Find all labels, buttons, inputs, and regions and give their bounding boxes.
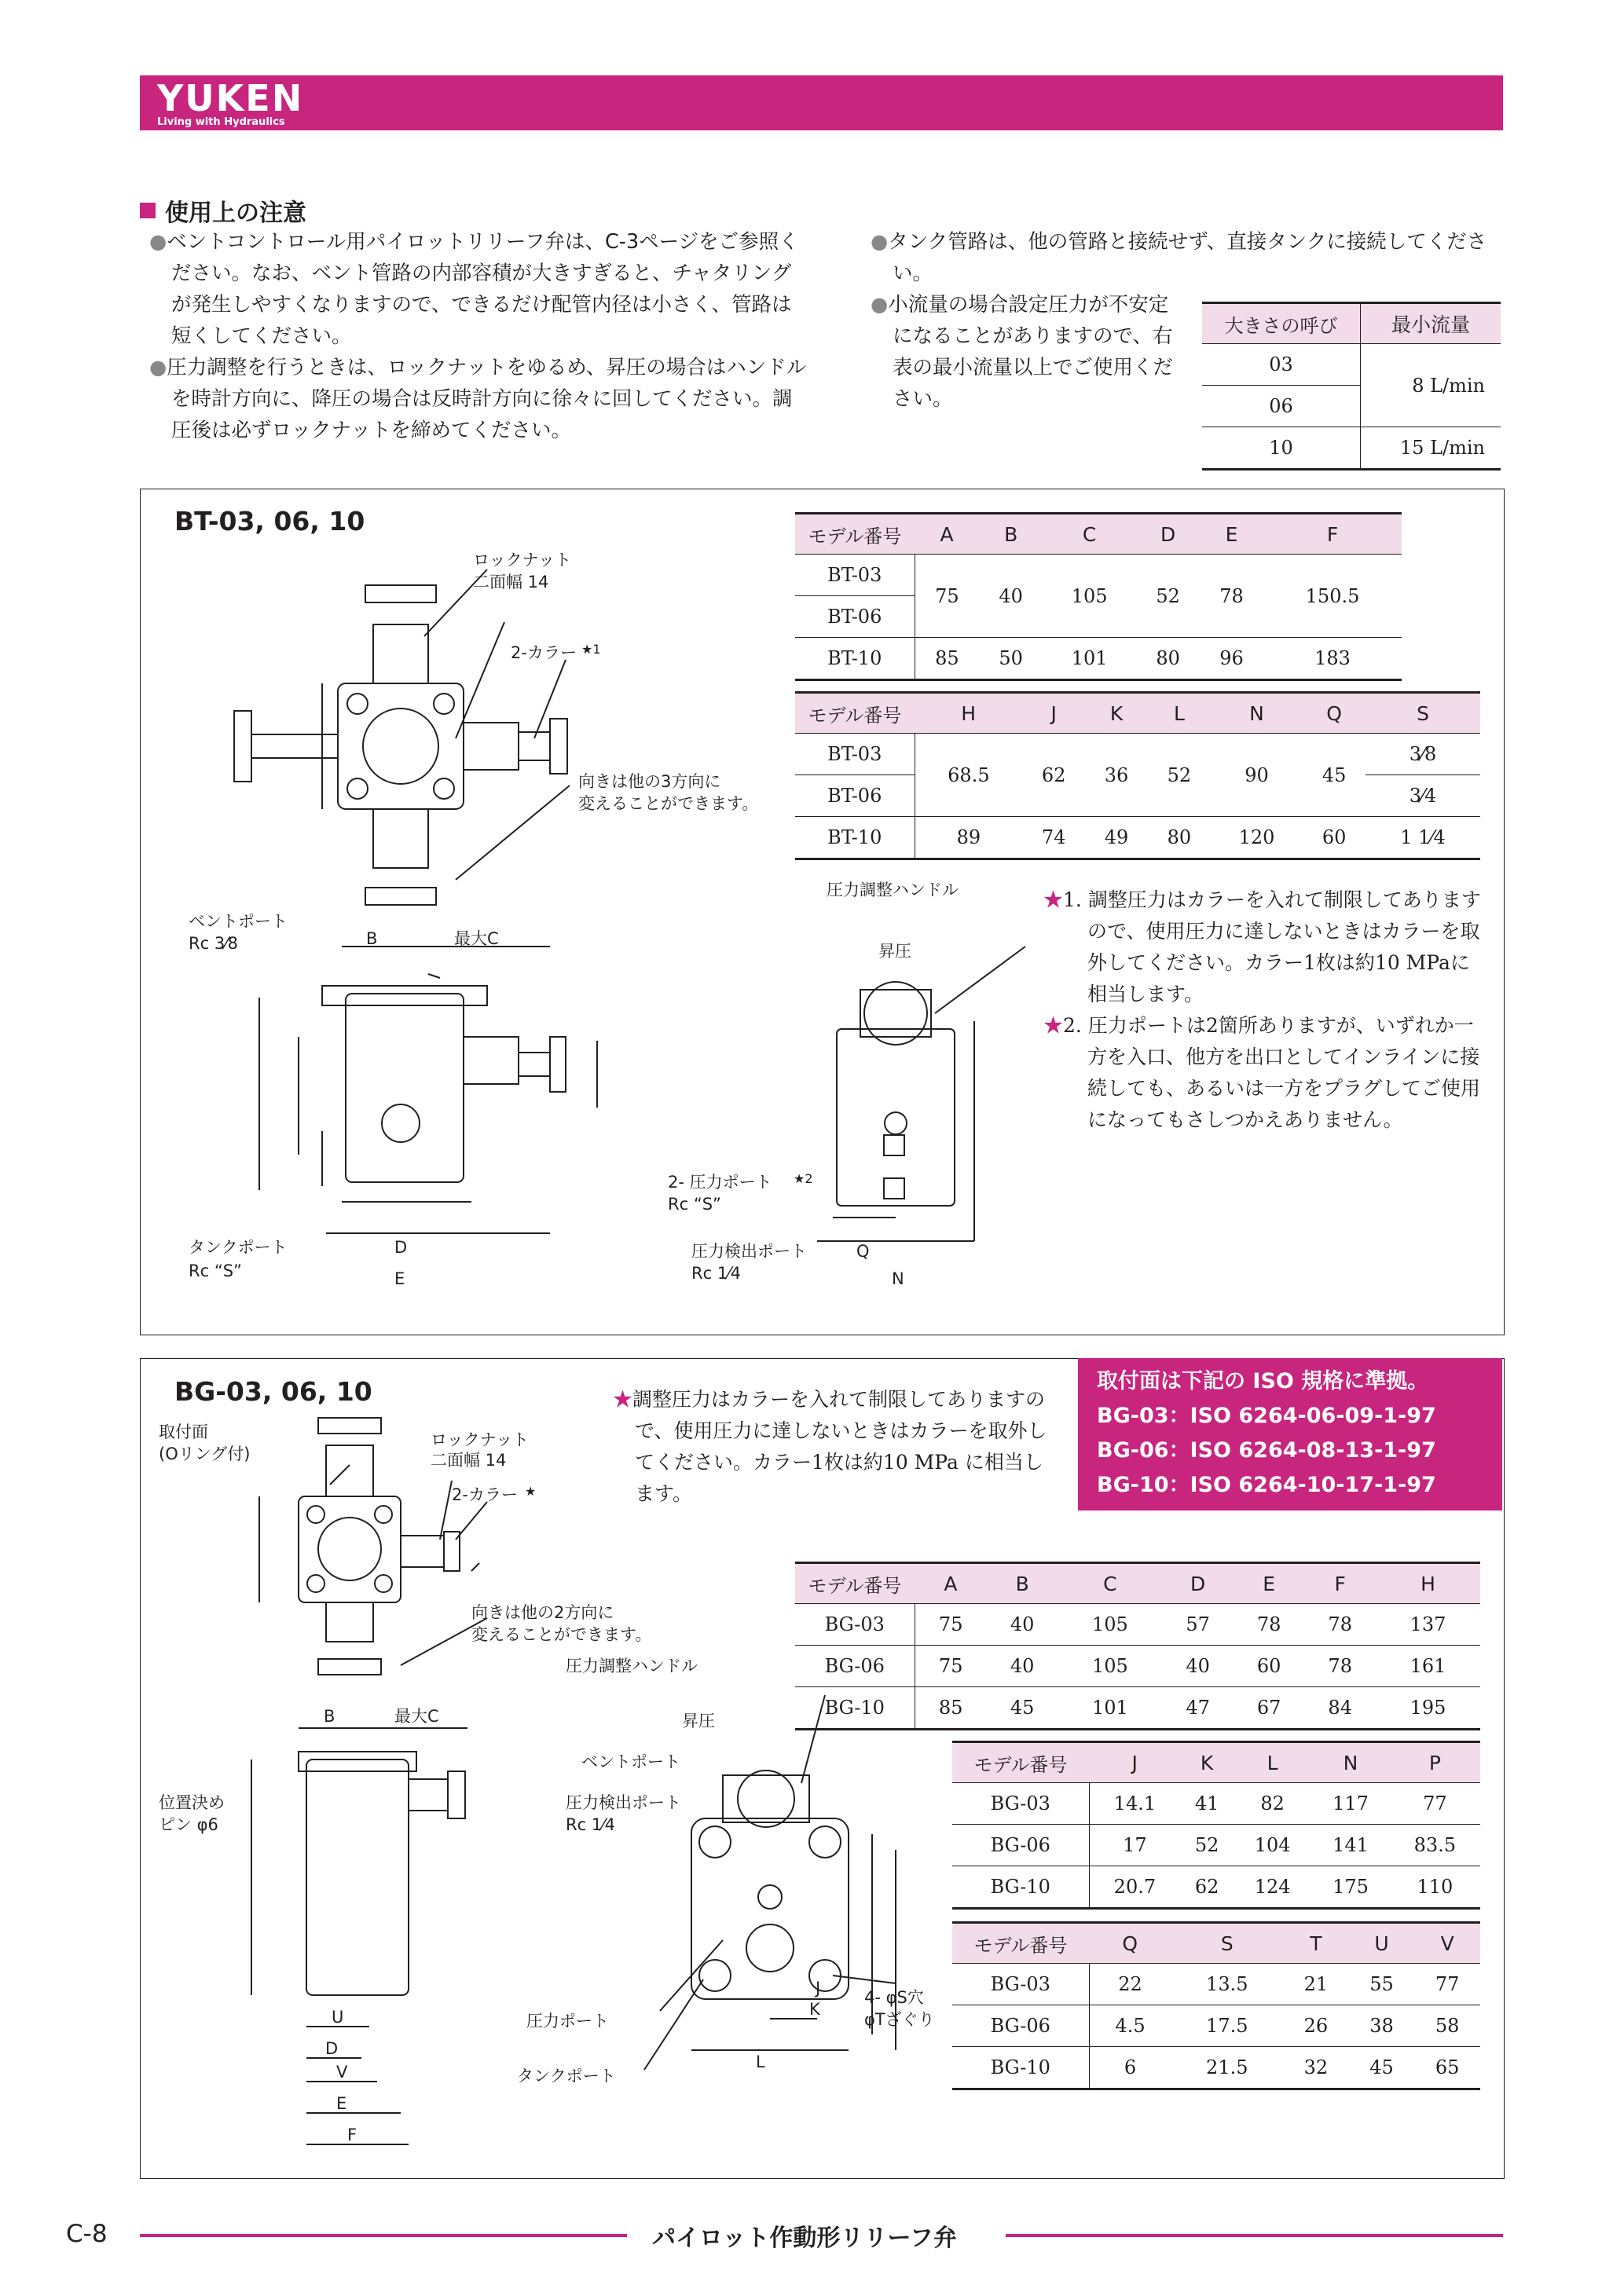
table-cell: 62: [1022, 734, 1085, 817]
bg-spot-label: φTざぐり: [864, 2010, 935, 2029]
bt-front-body: [346, 994, 464, 1182]
table-cell: 104: [1234, 1825, 1311, 1866]
col-header: Q: [1303, 693, 1366, 734]
bg-direction-label: 向きは他の2方向に: [471, 1603, 614, 1622]
col-header: Q: [1089, 1923, 1171, 1964]
bg-drawings: [141, 1406, 959, 2168]
table-cell: 78: [1200, 555, 1263, 638]
col-header: L: [1234, 1742, 1311, 1783]
table-cell: 105: [1043, 555, 1136, 638]
col-header: J: [1022, 693, 1085, 734]
table-cell: 89: [915, 817, 1022, 859]
table-cell: 32: [1283, 2047, 1349, 2089]
table-cell: 75: [915, 1604, 987, 1646]
table-cell: 85: [915, 638, 979, 680]
table-cell: 77: [1390, 1783, 1480, 1825]
bg-gauge-size-label: Rc 1⁄4: [566, 1815, 616, 1834]
bt-note-2: ★2. 圧力ポートは2箇所ありますが、いずれか一方を入口、他方を出口としてインラインに接続しても、あるいは一方をプラグしてご使用になってもさしつかえありません。: [1043, 1014, 1481, 1131]
table-cell: BG-10: [795, 1687, 915, 1730]
table-cell: 195: [1376, 1687, 1480, 1730]
table-cell: 14.1: [1089, 1783, 1180, 1825]
table-cell: 20.7: [1089, 1866, 1180, 1909]
table-cell: 17.5: [1171, 2005, 1283, 2047]
table-cell: 84: [1304, 1687, 1376, 1730]
table-cell: 52: [1136, 555, 1200, 638]
table-cell: BG-06: [952, 2005, 1089, 2047]
bt-max-c-label: 最大C: [454, 929, 499, 948]
table-cell: 45: [1303, 734, 1366, 817]
col-header: E: [1200, 514, 1263, 555]
table-cell: 58: [1414, 2005, 1480, 2047]
col-header: B: [987, 1563, 1058, 1604]
table-cell: 75: [915, 1646, 987, 1687]
table-cell: 4.5: [1089, 2005, 1171, 2047]
table-cell: 82: [1234, 1783, 1311, 1825]
bt-vent-port-label: ベントポート: [189, 912, 288, 931]
col-header: D: [1162, 1563, 1234, 1604]
table-cell: 50: [979, 638, 1043, 680]
svg-text:B: B: [366, 929, 378, 948]
table-cell: 117: [1311, 1783, 1389, 1825]
table-cell: 68.5: [915, 734, 1022, 817]
col-header: P: [1390, 1742, 1480, 1783]
caution-note: ●ベントコントロール用パイロットリリーフ弁は、C-3ページをご参照ください。なお、ベント管路の内部容積が大きすぎると、チャタリングが発生しやすくなりますので、できるだけ配管内径は小さく、管路は短くしてください。: [149, 230, 799, 348]
bg-pin-label: ピン φ6: [159, 1815, 218, 1834]
page-number: C-8: [66, 2220, 108, 2248]
table-cell: 74: [1022, 817, 1085, 859]
bg-dimension-table-2: [952, 1741, 1480, 1910]
col-header: モデル番号: [795, 1563, 915, 1604]
bg-direction2-label: 変えることができます。: [471, 1625, 652, 1644]
table-cell: BT-03: [795, 555, 915, 596]
col-header: U: [1349, 1923, 1415, 1964]
svg-text:★: ★: [525, 1484, 537, 1499]
col-header: 最小流量: [1361, 303, 1501, 344]
bg-holes-label: 4- φS穴: [864, 1988, 924, 2007]
table-cell: BT-03: [795, 734, 915, 775]
bt-notes: [1043, 884, 1483, 1136]
col-header: V: [1414, 1923, 1480, 1964]
svg-text:N: N: [892, 1269, 904, 1288]
bg-tank-port-label: タンクポート: [517, 2067, 616, 2085]
bt-vent-size-label: Rc 3⁄8: [189, 934, 239, 953]
bt-side-body: [837, 1029, 955, 1206]
table-cell: BG-03: [795, 1604, 915, 1646]
bg-mount-label: 取付面: [159, 1423, 208, 1441]
col-header: モデル番号: [795, 693, 915, 734]
table-cell: 60: [1303, 817, 1366, 859]
table-cell: BG-06: [795, 1646, 915, 1687]
bt-lock-nut-label: ロックナット: [473, 551, 572, 569]
col-header: N: [1311, 1742, 1389, 1783]
table-cell: 03: [1202, 344, 1361, 386]
col-header: E: [1234, 1563, 1305, 1604]
table-cell: BG-03: [952, 1964, 1089, 2005]
table-cell: 80: [1136, 638, 1200, 680]
table-cell: 1 1⁄4: [1366, 817, 1480, 859]
col-header: C: [1043, 514, 1136, 555]
bt-tank-port-label: タンクポート: [189, 1238, 288, 1257]
bg-raise-label: 昇圧: [682, 1712, 715, 1730]
caution-right-note-2: ●小流量の場合設定圧力が不安定になることがありますので、右表の最小流量以上でご使用ください。: [871, 293, 1174, 411]
table-cell: 3⁄4: [1366, 775, 1480, 817]
yuken-logo: YUKEN: [157, 77, 304, 119]
iso-line: BG-10：ISO 6264-10-17-1-97: [1097, 1473, 1436, 1497]
col-header: C: [1058, 1563, 1162, 1604]
table-cell: 40: [987, 1604, 1058, 1646]
table-cell: BG-03: [952, 1783, 1089, 1825]
bg-pressure-port-label: 圧力ポート: [526, 2012, 609, 2031]
col-header: F: [1304, 1563, 1376, 1604]
table-cell: 52: [1180, 1825, 1234, 1866]
table-cell: 175: [1311, 1866, 1389, 1909]
footer-rule-right: [1006, 2234, 1503, 2237]
svg-text:B: B: [324, 1707, 335, 1726]
bg-vent-port-label: ベントポート: [581, 1752, 680, 1771]
table-cell: 80: [1148, 817, 1211, 859]
table-cell: 40: [979, 555, 1043, 638]
bt-note-1: ★1. 調整圧力はカラーを入れて制限してありますので、使用圧力に達しないときはカラーを取外してください。カラー1枚は約10 MPaに相当します。: [1043, 888, 1481, 1005]
table-cell: 96: [1200, 638, 1263, 680]
bg-max-c-label: 最大C: [394, 1707, 439, 1726]
col-header: A: [915, 514, 979, 555]
bt-tank-size-label: Rc “S”: [189, 1262, 242, 1280]
svg-text:D: D: [394, 1238, 408, 1257]
col-header: モデル番号: [952, 1923, 1089, 1964]
table-cell: 40: [1162, 1646, 1234, 1687]
table-cell: 101: [1043, 638, 1136, 680]
table-cell: BG-10: [952, 1866, 1089, 1909]
svg-text:L: L: [756, 2052, 765, 2071]
table-cell: 78: [1304, 1604, 1376, 1646]
col-header: モデル番号: [952, 1742, 1089, 1783]
table-cell: 150.5: [1263, 555, 1402, 638]
table-cell: 47: [1162, 1687, 1234, 1730]
table-cell: 3⁄8: [1366, 734, 1480, 775]
bt-gauge-size-label: Rc 1⁄4: [691, 1264, 742, 1283]
table-cell: 67: [1234, 1687, 1305, 1730]
table-cell: 41: [1180, 1783, 1234, 1825]
table-cell: 8 L/min: [1361, 344, 1501, 427]
table-cell: 38: [1349, 2005, 1415, 2047]
bt-direction2-label: 変えることができます。: [578, 794, 759, 813]
col-header: J: [1089, 1742, 1180, 1783]
col-header: H: [1376, 1563, 1480, 1604]
table-cell: 49: [1085, 817, 1148, 859]
bg-title: BG-03, 06, 10: [174, 1376, 372, 1407]
footer-rule-left: [140, 2234, 627, 2237]
table-cell: 55: [1349, 1964, 1415, 2005]
bt-collar-label: 2-カラー: [511, 643, 577, 662]
table-cell: 60: [1234, 1646, 1305, 1687]
table-cell: 141: [1311, 1825, 1389, 1866]
table-cell: 90: [1211, 734, 1303, 817]
svg-text:E: E: [336, 2094, 347, 2113]
col-header: T: [1283, 1923, 1349, 1964]
table-cell: 75: [915, 555, 979, 638]
col-header: H: [915, 693, 1022, 734]
table-cell: 110: [1390, 1866, 1480, 1909]
bg-across-flats-label: 二面幅 14: [431, 1451, 507, 1470]
table-cell: BT-10: [795, 638, 915, 680]
bt-direction-label: 向きは他の3方向に: [578, 772, 721, 791]
caution-left-notes: [149, 226, 809, 446]
table-cell: 78: [1304, 1646, 1376, 1687]
svg-text:K: K: [809, 2000, 820, 2019]
col-header: 大きさの呼び: [1202, 303, 1361, 344]
table-cell: 26: [1283, 2005, 1349, 2047]
svg-text:U: U: [332, 2008, 344, 2027]
bg-note: ★調整圧力はカラーを入れて制限してありますので、使用圧力に達しないときはカラーを取外してください。カラー1枚は約10 MPa に相当します。: [613, 1388, 1047, 1505]
table-cell: BT-10: [795, 817, 915, 859]
table-cell: 15 L/min: [1361, 427, 1501, 470]
table-cell: 105: [1058, 1646, 1162, 1687]
iso-line: BG-03：ISO 6264-06-09-1-97: [1097, 1404, 1436, 1428]
table-cell: 6: [1089, 2047, 1171, 2089]
table-cell: 36: [1085, 734, 1148, 817]
caution-right-note-1: ●タンク管路は、他の管路と接続せず、直接タンクに接続してください。: [871, 230, 1487, 285]
bg-locate-label: 位置決め: [159, 1793, 225, 1812]
svg-text:F: F: [347, 2126, 357, 2144]
table-cell: 10: [1202, 427, 1361, 470]
table-cell: 45: [987, 1687, 1058, 1730]
table-cell: 105: [1058, 1604, 1162, 1646]
bt-pressure-size-label: Rc “S”: [668, 1195, 721, 1214]
col-header: S: [1366, 693, 1480, 734]
svg-text:J: J: [816, 1979, 821, 1998]
heading-square-icon: [140, 203, 156, 218]
table-cell: 78: [1234, 1604, 1305, 1646]
table-cell: 85: [915, 1687, 987, 1730]
table-cell: 40: [987, 1646, 1058, 1687]
caution-heading: [140, 193, 306, 228]
bt-across-flats-label: 二面幅 14: [473, 573, 549, 591]
svg-text:E: E: [394, 1269, 405, 1288]
svg-text:★2: ★2: [794, 1171, 813, 1186]
col-header: A: [915, 1563, 987, 1604]
bt-drawings: [141, 550, 1037, 1327]
svg-text:★1: ★1: [581, 642, 601, 657]
header-band: [140, 75, 1503, 130]
bt-raise-label: 昇圧: [878, 942, 911, 961]
col-header: N: [1211, 693, 1303, 734]
bg-front-body: [306, 1760, 409, 1995]
table-cell: 137: [1376, 1604, 1480, 1646]
col-header: B: [979, 514, 1043, 555]
table-cell: 13.5: [1171, 1964, 1283, 2005]
bt-pressure-port-label: 2- 圧力ポート: [668, 1173, 772, 1192]
table-cell: 183: [1263, 638, 1402, 680]
col-header: モデル番号: [795, 514, 915, 555]
table-cell: 22: [1089, 1964, 1171, 2005]
col-header: D: [1136, 514, 1200, 555]
table-cell: BT-06: [795, 775, 915, 817]
bg-oring-label: (Oリング付): [159, 1445, 251, 1463]
table-cell: 57: [1162, 1604, 1234, 1646]
table-cell: 83.5: [1390, 1825, 1480, 1866]
caution-note: ●圧力調整を行うときは、ロックナットをゆるめ、昇圧の場合はハンドルを時計方向に、降圧の場合は反時計方向に徐々に回してください。調圧後は必ずロックナットを締めてください。: [149, 356, 807, 442]
col-header: K: [1085, 693, 1148, 734]
col-header: S: [1171, 1923, 1283, 1964]
footer-title: パイロット作動形リリーフ弁: [652, 2225, 957, 2252]
table-cell: 120: [1211, 817, 1303, 859]
logo-tagline: Living with Hydraulics: [157, 116, 285, 128]
svg-text:V: V: [336, 2063, 348, 2082]
bg-top-body: [299, 1496, 401, 1602]
svg-text:D: D: [325, 2039, 339, 2058]
table-cell: 45: [1349, 2047, 1415, 2089]
bg-lock-nut-label: ロックナット: [431, 1430, 530, 1449]
table-cell: BT-06: [795, 596, 915, 638]
table-cell: 17: [1089, 1825, 1180, 1866]
table-cell: 77: [1414, 1964, 1480, 2005]
table-cell: BG-06: [952, 1825, 1089, 1866]
table-cell: 52: [1148, 734, 1211, 817]
iso-heading: 取付面は下記の ISO 規格に準拠。: [1097, 1369, 1429, 1393]
table-cell: 101: [1058, 1687, 1162, 1730]
iso-compliance-box: [1078, 1358, 1502, 1511]
bt-top-body: [338, 683, 464, 809]
caution-heading-text: 使用上の注意: [165, 200, 306, 227]
col-header: K: [1180, 1742, 1234, 1783]
bg-handle-label: 圧力調整ハンドル: [566, 1657, 698, 1675]
bt-handle-label: 圧力調整ハンドル: [827, 881, 959, 899]
bt-gauge-port-label: 圧力検出ポート: [691, 1242, 807, 1261]
table-cell: 21.5: [1171, 2047, 1283, 2089]
table-cell: 06: [1202, 386, 1361, 427]
table-cell: 161: [1376, 1646, 1480, 1687]
bg-collar-label: 2-カラー: [452, 1485, 518, 1504]
bg-gauge-port-label: 圧力検出ポート: [566, 1793, 681, 1812]
min-flow-table: [1202, 302, 1501, 471]
table-cell: BG-10: [952, 2047, 1089, 2089]
col-header: F: [1263, 514, 1402, 555]
table-cell: 65: [1414, 2047, 1480, 2089]
table-cell: 62: [1180, 1866, 1234, 1909]
table-cell: 21: [1283, 1964, 1349, 2005]
iso-line: BG-06：ISO 6264-08-13-1-97: [1097, 1438, 1436, 1463]
svg-text:Q: Q: [856, 1242, 870, 1261]
bt-title: BT-03, 06, 10: [174, 506, 365, 536]
table-cell: 124: [1234, 1866, 1311, 1909]
col-header: L: [1148, 693, 1211, 734]
bg-dimension-table-3: [952, 1921, 1480, 2090]
